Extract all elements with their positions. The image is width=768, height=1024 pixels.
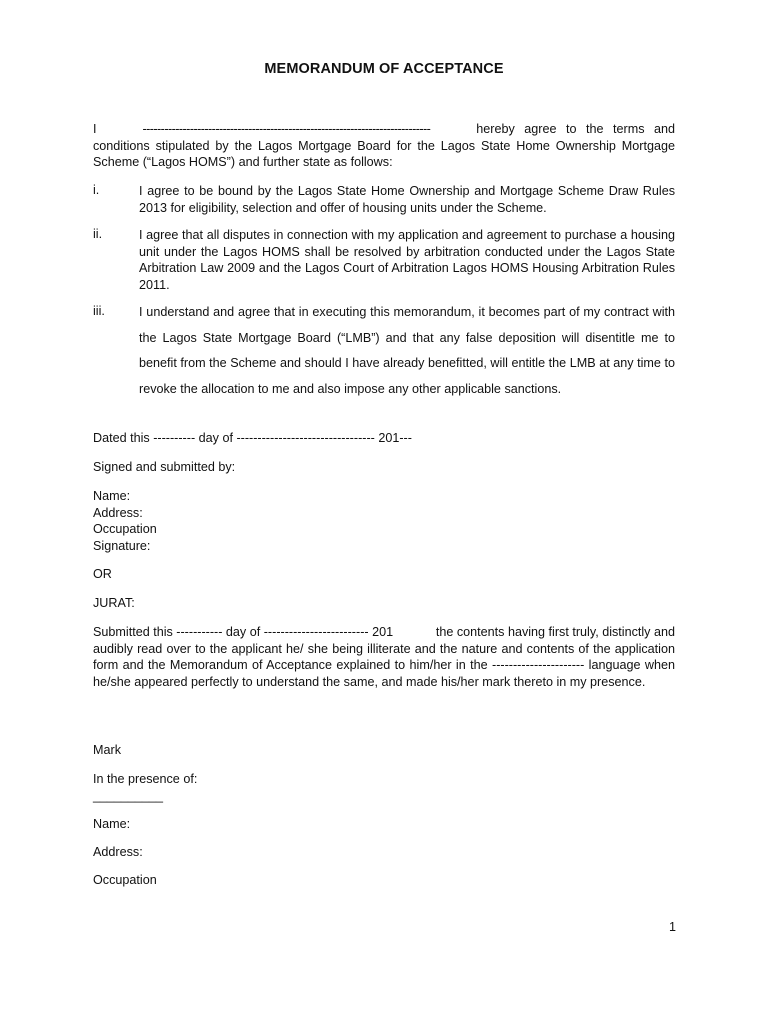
signer-signature-label: Signature:	[93, 538, 151, 553]
signer-fields	[93, 488, 157, 554]
mark-label: Mark	[93, 743, 121, 757]
list-item-number: i.	[93, 183, 100, 197]
signed-by-label: Signed and submitted by:	[93, 460, 236, 474]
dated-line: Dated this ---------- day of --------------------------------- 201---	[93, 431, 412, 445]
intro-first-line	[93, 121, 675, 138]
jurat-paragraph	[93, 624, 675, 690]
intro-rest: conditions stipulated by the Lagos Mortgage Board for the Lagos State Home Ownership Mortgage Scheme (“Lagos HOMS”) and further state as follows:	[93, 138, 675, 169]
list-item-number: iii.	[93, 304, 105, 318]
jurat-submitted-text: Submitted this ----------- day of ------------------------- 201	[93, 625, 394, 639]
intro-paragraph	[93, 121, 675, 171]
list-item-text: I agree that all disputes in connection with my application and agreement to purchase a housing unit under the Lagos HOMS shall be resolved by arbitration conducted under the Lagos State Arbitration Law 2009 and the Lagos Court of Arbitration Lagos HOMS Housing Arbitration Rules 2011.	[139, 228, 675, 292]
presence-signature-line: __________	[93, 789, 164, 803]
list-item-text: I agree to be bound by the Lagos State Home Ownership and Mortgage Scheme Draw Rules 2013 for eligibility, selection and offer of housing units under the Scheme.	[139, 184, 675, 215]
witness-name-label: Name:	[93, 817, 131, 831]
intro-name-blank: -------------------------------------------------------------------------------	[142, 122, 431, 136]
signer-occupation-label: Occupation	[93, 522, 157, 537]
witness-occupation-label: Occupation	[93, 873, 157, 887]
intro-pronoun: I	[93, 122, 97, 136]
witness-address-label: Address:	[93, 845, 143, 859]
or-label: OR	[93, 567, 112, 581]
list-item-text: I understand and agree that in executing this memorandum, it becomes part of my contract with the Lagos State Mortgage Board (“LMB”) and that any false deposition will disentitle me to benefit from the Scheme and should I have already benefitted, will entitle the LMB at any time to revoke the allocation to me and also impose any other applicable sanctions.	[139, 305, 675, 396]
jurat-heading: JURAT:	[93, 596, 135, 610]
jurat-contents-text: the contents having first truly, distinctly and	[435, 625, 675, 639]
signer-name-label: Name:	[93, 489, 131, 503]
list-item-number: ii.	[93, 227, 103, 241]
jurat-first-line	[93, 624, 675, 641]
signer-address-label: Address:	[93, 505, 143, 520]
presence-label: In the presence of:	[93, 772, 198, 786]
intro-agree-text: hereby agree to the terms and	[476, 122, 675, 136]
page-number: 1	[668, 920, 676, 934]
document-title: MEMORANDUM OF ACCEPTANCE	[264, 61, 504, 77]
jurat-rest: audibly read over to the applicant he/ she being illiterate and the nature and contents of the application form and the Memorandum of Acceptance explained to him/her in the ---------------------- language when he/she appeared perfectly to understand the same, and made his/her mark thereto in my presence.	[93, 641, 675, 689]
